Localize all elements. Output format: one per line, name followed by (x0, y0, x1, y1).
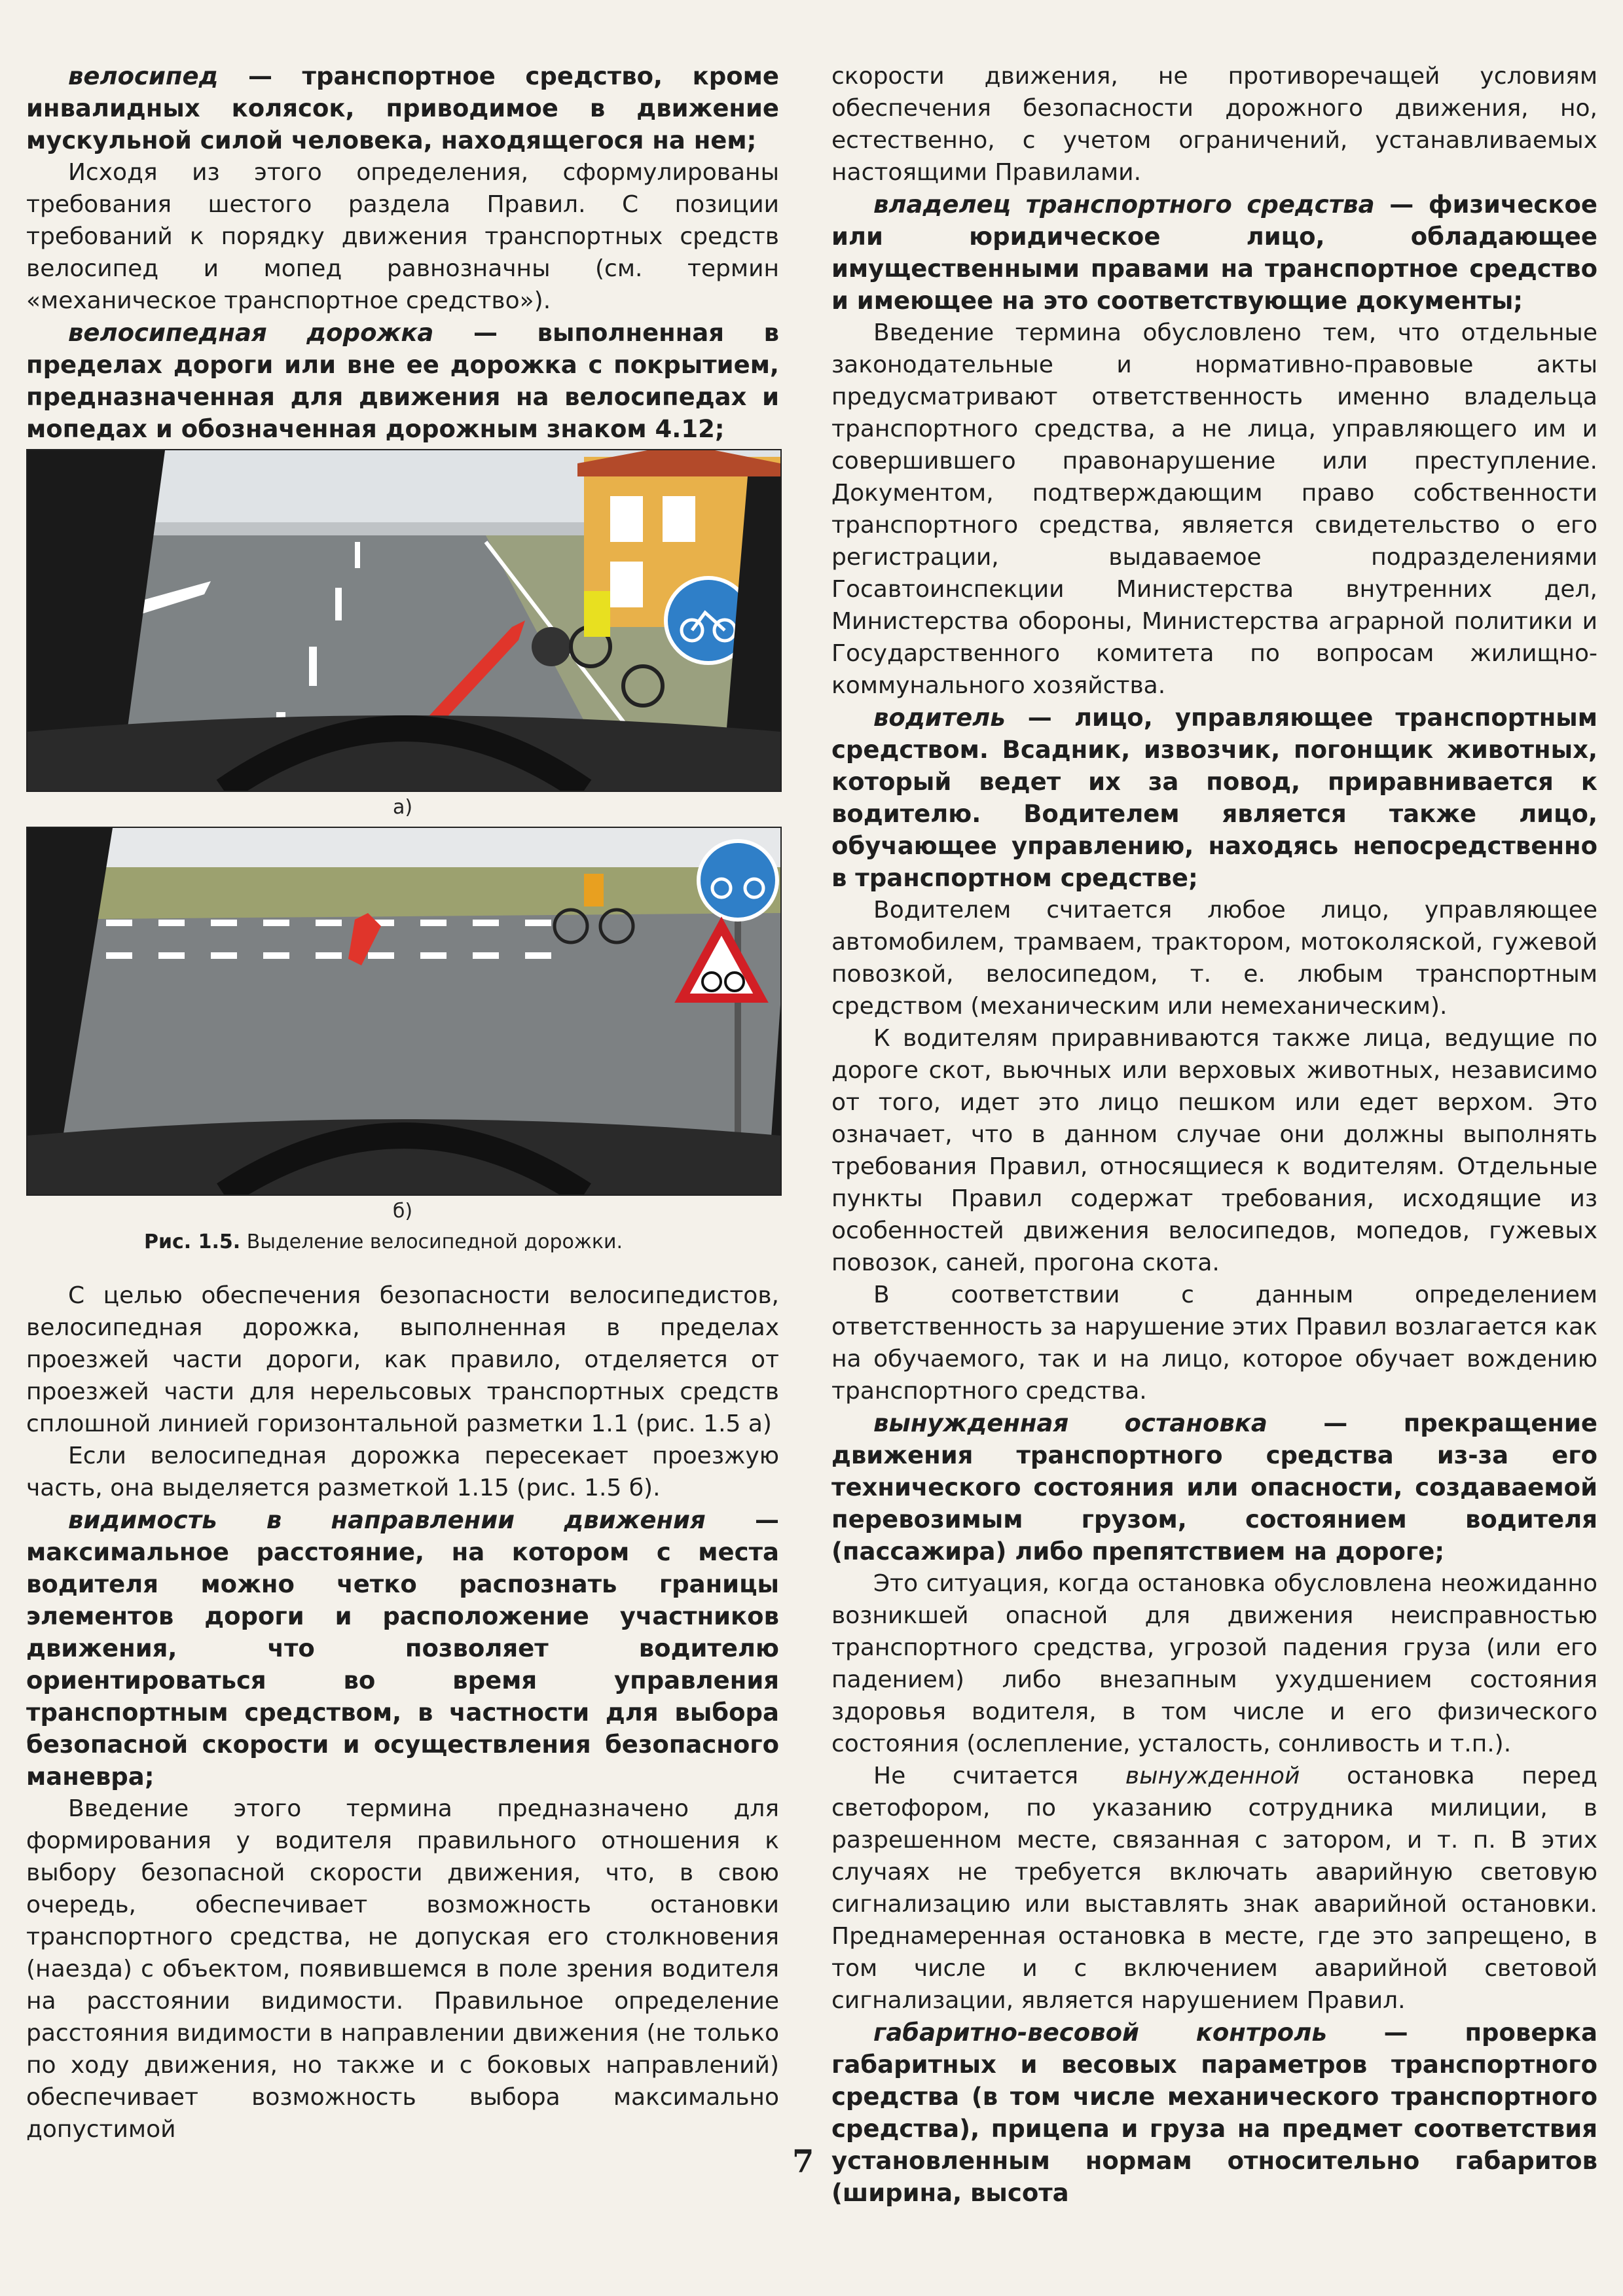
definition-bicycle (26, 60, 779, 156)
paragraph-not-forced (831, 1760, 1597, 2017)
paragraph: Введение термина обусловлено тем, что отдельные законодательные и нормативно-правовые акты предусматривают ответственность именно владельца транспортного средства, а не лица, управляющего им и совершившего правонарушение или преступление. Документом, подтверждающим право собственности транспортного средства, является свидетельство о его регистрации, выдаваемое подразделениями Госавтоинспекции Министерства внутренних дел, Министерства обороны, Министерства аграрной политики и Государственного комитета по вопросам жилищно-коммунального хозяйства. (831, 319, 1597, 699)
caption-text: Выделение велосипедной дорожки. (240, 1230, 623, 1253)
figure-a (26, 449, 782, 792)
figure-caption (144, 1230, 779, 1253)
figure-b (26, 827, 782, 1196)
figure-a-label: а) (392, 796, 413, 819)
paragraph: Исходя из этого определения, сформулированы требования шестого раздела Правил. С позиции требований к порядку движения транспортных средств велосипед и мопед равнозначны (см. термин «механическое транспортное средство»). (26, 159, 779, 314)
term: водитель (873, 704, 1006, 732)
definition-visibility (26, 1504, 779, 1793)
paragraph: Если велосипедная дорожка пересекает проезжую часть, она выделяется разметкой 1.15 (рис. 1.5 б). (26, 1443, 779, 1501)
definition-weight-control (831, 2017, 1597, 2209)
definition-text: — транспортное средство, кроме инвалидных колясок, приводимое в движение мускульной силой человека, находящегося на нем; (26, 62, 779, 154)
paragraph: Введение этого термина предназначено для формирования у водителя правильного отношения к выбору безопасной скорости движения, что, в свою очередь, обеспечивает возможность остановки транспортного средства, не допуская его столкновения (наезда) с объектом, появившемся в поле зрения водителя на расстоянии видимости. Правильное определение расстояния видимости в направлении движения (не только по ходу движения, но также и с боковых направлений) обеспечивает возможность выбора максимально допустимой (26, 1795, 779, 2143)
caption-number: Рис. 1.5. (144, 1230, 241, 1253)
definition-text: — прекращение движения транспортного средства из-за его технического состояния или опасности, создаваемой перевозимым грузом, состоянием водителя (пассажира) либо препятствием на дороге; (831, 1409, 1597, 1566)
left-column (26, 60, 779, 2145)
paragraph: К водителям приравниваются также лица, ведущие по дороге скот, вьючных или верховых животных, независимо от того, идет это лицо пешком или едет верхом. Это означает, что в данном случае они должны выполнять требования Правил, относящиеся к водителям. Отдельные пункты Правил содержат требования, исходящие из особенностей движения велосипедов, мопедов, гужевых повозок, саней, прогона скота. (831, 1025, 1597, 1276)
paragraph: Водителем считается любое лицо, управляющее автомобилем, трамваем, трактором, мотоколяской, гужевой повозкой, велосипедом, т. е. любым транспортным средством (механическим или немеханическим). (831, 897, 1597, 1020)
page-number: 7 (792, 2144, 814, 2180)
figure-b-illustration (27, 828, 780, 1194)
definition-text: — проверка габаритных и весовых параметров транспортного средства (в том числе механического транспортного средства), прицепа и груза на предмет соответствия установленным нормам относительно габаритов (ширина, высота (831, 2018, 1597, 2207)
text: Не считается (873, 1763, 1125, 1789)
italic-term: вынужденной (1125, 1763, 1300, 1789)
definition-forced-stop (831, 1407, 1597, 1568)
term: видимость в направлении движения (68, 1506, 706, 1534)
definition-text: — физическое или юридическое лицо, обладающее имущественными правами на транспортное средство и имеющее на это соответствующие документы; (831, 190, 1597, 315)
figure-a-illustration (27, 450, 780, 791)
definition-bike-path (26, 317, 779, 445)
term: вынужденная остановка (873, 1409, 1267, 1437)
figure-b-label: б) (392, 1200, 413, 1223)
text: остановка перед светофором, по указанию сотрудника милиции, в разрешенном месте, связанная с затором, и т. п. В этих случаях не требуется включать аварийную световую сигнализацию или выставлять знак аварийной остановки. Преднамеренная остановка в месте, где это запрещено, в том числе и с включением аварийной световой сигнализации, является нарушением Правил. (831, 1763, 1597, 2014)
term: владелец транспортного средства (873, 190, 1375, 219)
definition-owner (831, 188, 1597, 317)
definition-text: — максимальное расстояние, на котором с места водителя можно четко распознать границы элементов дороги и расположение участников движения, что позволяет водителю ориентироваться во время управления транспортным средством, в частности для выбора безопасной скорости и осуществления безопасного маневра; (26, 1506, 779, 1791)
paragraph: С целью обеспечения безопасности велосипедистов, велосипедная дорожка, выполненная в пределах проезжей части дороги, как правило, отделяется от проезжей части для нерельсовых транспортных средств сплошной линией горизонтальной разметки 1.1 (рис. 1.5 а) (26, 1282, 779, 1437)
definition-text: — лицо, управляющее транспортным средством. Всадник, извозчик, погонщик животных, который ведет их за повод, приравнивается к водителю. Водителем является также лицо, обучающее управлению, находясь непосредственно в транспортном средстве; (831, 704, 1597, 892)
paragraph: Это ситуация, когда остановка обусловлена неожиданно возникшей опасной для движения неисправностью транспортного средства, угрозой падения груза (или его падением) либо внезапным ухудшением состояния здоровья водителя, в том числе и его физического состояния (ослепление, усталость, сонливость и т.п.). (831, 1570, 1597, 1757)
term: велосипед (68, 62, 219, 90)
paragraph: скорости движения, не противоречащей условиям обеспечения безопасности дорожного движения, но, естественно, с учетом ограничений, устанавливаемых настоящими Правилами. (831, 63, 1597, 186)
paragraph: В соответствии с данным определением ответственность за нарушение этих Правил возлагается как на обучаемого, так и на лицо, которое обучает вождению транспортного средства. (831, 1282, 1597, 1405)
term: габаритно-весовой контроль (873, 2018, 1327, 2047)
definition-text: — выполненная в пределах дороги или вне ее дорожка с покрытием, предназначенная для движения на велосипедах и мопедах и обозначенная дорожным знаком 4.12; (26, 319, 780, 443)
term: велосипедная дорожка (68, 319, 434, 347)
definition-driver (831, 702, 1597, 894)
right-column (831, 60, 1597, 2209)
